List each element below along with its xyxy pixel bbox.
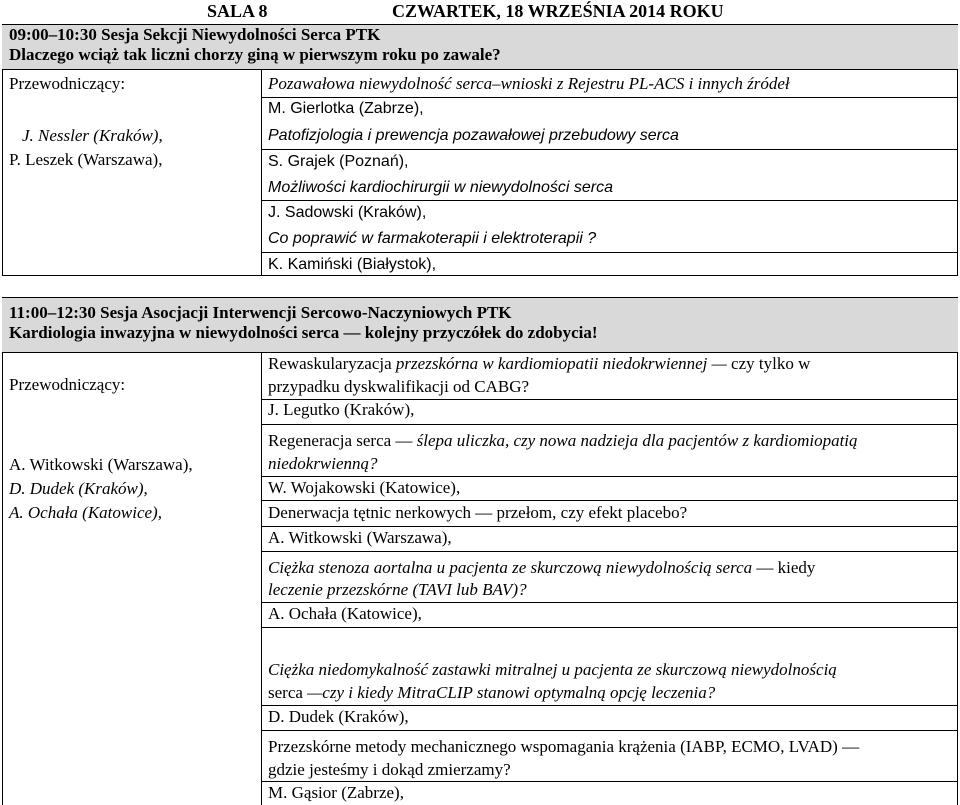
row-divider [262,500,958,501]
session2-chair-3: A. Ochała (Katowice), [9,503,162,522]
session1-chair-1: J. Nessler (Kraków), [22,126,163,145]
session2-talk5-speaker: D. Dudek (Kraków), [268,707,409,726]
session2-talk1-speaker: J. Legutko (Kraków), [268,400,415,419]
row-divider [262,476,958,477]
title-part: Rewaskularyzacja [268,354,396,373]
title-part: czy tylko w [731,354,811,373]
row-divider [262,627,958,628]
session2-talk1-title [268,354,810,374]
session2-header [2,297,958,353]
session1-time-title: 09:00–10:30 Sesja Sekcji Niewydolności Serca PTK [9,25,381,44]
session2-talk4-title-line2: leczenie przezskórne (TAVI lub BAV)? [268,580,527,599]
session2-talk3-title: Denerwacja tętnic nerkowych — przełom, czy efekt placebo? [268,503,688,522]
session1-talk2-title: Patofizjologia i prewencja pozawałowej przebudowy serca [268,127,679,144]
session1-talk2-speaker: S. Grajek (Poznań), [268,153,409,170]
row-divider [262,705,958,706]
session2-chair-2: D. Dudek (Kraków), [9,479,148,498]
session2-talk2-title-line2: niedokrwienną? [268,454,378,473]
session1-talk4-speaker: K. Kamiński (Białystok), [268,256,437,273]
session1-header [2,24,958,70]
row-divider [262,424,958,425]
title-part: serca [268,683,308,702]
session2-talk2-speaker: W. Wojakowski (Katowice), [268,478,461,497]
session2-talk6-title-line2: gdzie jesteśmy i dokąd zmierzamy? [268,760,511,779]
session2-talk4-title [268,558,815,578]
session1-talk3-title: Możliwości kardiochirurgii w niewydolności serca [268,179,614,196]
title-part: —czy i kiedy MitraCLIP stanowi optymalną opcję leczenia? [307,683,716,702]
session2-divider [261,353,262,805]
row-divider [262,526,958,527]
row-divider [262,200,958,201]
row-divider [262,551,958,552]
row-divider [262,97,958,98]
session1-talk1-title: Pozawałowa niewydolność serca–wnioski z Rejestru PL-ACS i innych źródeł [268,74,790,93]
session2-chair-1: A. Witkowski (Warszawa), [9,455,193,474]
session2-subtitle: Kardiologia inwazyjna w niewydolności serca — kolejny przyczółek do zdobycia! [9,323,598,342]
title-part: ślepa uliczka, czy nowa nadzieja dla pacjentów z kardiomiopatią [416,431,858,450]
session2-talk1-title-line2: przypadku dyskwalifikacji od CABG? [268,377,530,396]
session1-chairs-label: Przewodniczący: [9,74,126,93]
title-part: przezskórna w kardiomiopatii niedokrwiennej — [395,354,732,373]
session2-talk5-title: Ciężka niedomykalność zastawki mitralnej u pacjenta ze skurczową niewydolnością [268,660,837,679]
session2-time-title: 11:00–12:30 Sesja Asocjacji Interwencji Sercowo-Naczyniowych PTK [9,303,512,322]
title-part: Ciężka stenoza aortalna u pacjenta ze skurczową niewydolnością serca [268,558,753,577]
session1-talk1-speaker: M. Gierlotka (Zabrze), [268,100,424,117]
row-divider [262,730,958,731]
session1-subtitle: Dlaczego wciąż tak liczni chorzy giną w pierwszym roku po zawale? [9,45,501,64]
session1-talk4-title: Co poprawić w farmakoterapii i elektroterapii ? [268,230,597,247]
session2-chairs-label: Przewodniczący: [9,375,126,394]
session2-talk6-title: Przezskórne metody mechanicznego wspomagania krążenia (IABP, ECMO, LVAD) — [268,737,860,756]
session2-talk3-speaker: A. Witkowski (Warszawa), [268,528,452,547]
session1-divider [261,70,262,276]
page-header [0,0,960,24]
session2-talk4-speaker: A. Ochała (Katowice), [268,604,422,623]
row-divider [262,252,958,253]
title-part: Regeneracja serca — [268,431,417,450]
title-part: — kiedy [752,558,816,577]
row-divider [262,602,958,603]
date-label: CZWARTEK, 18 WRZEŚNIA 2014 ROKU [392,1,724,21]
session2-talk2-title [268,431,858,451]
session1-talk3-speaker: J. Sadowski (Kraków), [268,204,427,221]
row-divider [262,781,958,782]
session1-chair-2: P. Leszek (Warszawa), [9,150,163,169]
row-divider [262,149,958,150]
session2-talk6-speaker: M. Gąsior (Zabrze), [268,783,404,802]
room-label: SALA 8 [207,1,268,21]
session2-talk5-title-line2 [268,683,715,703]
